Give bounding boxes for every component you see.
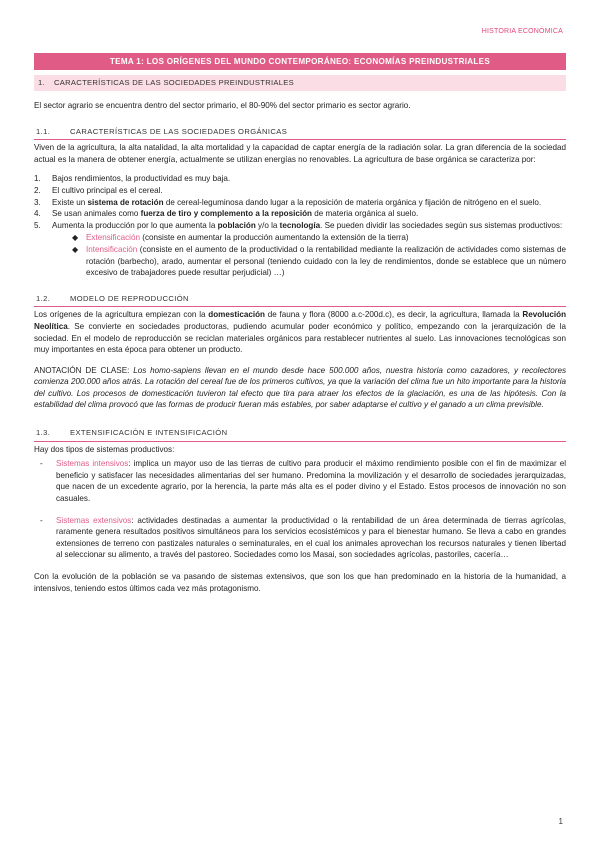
bold-term: fuerza de tiro y complemento a la reposición [140, 209, 313, 219]
bullet-item [72, 232, 566, 244]
list-text: de materia orgánica al suelo. [312, 209, 419, 219]
list-number: 3. [34, 197, 41, 207]
subsection-heading-1-2 [34, 293, 566, 308]
subsection-number: 1.2. [36, 293, 51, 303]
text-run: . Se convierte en sociedades productoras, pudiendo acumular poder económico y político, empezando con la jerarquización de la sociedad. En el modelo de reproducción se reciclan materiales orgánicos para restablecer nutrientes al suelo. Las innovaciones tecnológicas son muy importantes en esta época para obtener un producto. [34, 321, 566, 355]
list-item [34, 197, 566, 209]
list-item [34, 220, 566, 232]
subsection-heading-1-1 [34, 126, 566, 141]
list-text: El cultivo principal es el cereal. [52, 185, 163, 195]
annotation-text: Los homo-sapiens llevan en el mundo desde hace 500.000 años, nuestra historia como cazadores, y recolectores comienza 200.000 años atrás. La rotación del cereal fue de los primeros cultivos, ya que la variación del clima fue un hito importante para la historia del cultivo. Los procesos de domesticación tuvieron tal efecto que tira para atraer los efectos de la glaciación, es una de las hipótesis. Con la estabilidad del clima provocó que las formas de producir fueran más estables, por saber adaptarse el cultivo y el ganado a un clima previsible. [34, 365, 566, 410]
annotation-label: ANOTACIÓN DE CLASE: [34, 365, 134, 375]
list-number: 1. [34, 174, 41, 184]
list-text: de cereal-leguminosa dando lugar a la reposición de materia orgánica y fijación de nitrógeno en el suelo. [163, 197, 542, 207]
subsection-heading-1-3 [34, 427, 566, 442]
highlight-term: Sistemas intensivos [56, 459, 129, 469]
page-content [34, 47, 566, 594]
dash-text: : actividades destinadas a aumentar la productividad o la rentabilidad de un área determinada de tierras agrícolas, raramente genera resultados positivos simultáneos para los servicios ecosistémicos y para el bienestar humano. Se lleva a cabo en grandes extensiones de terreno con pastizales naturales o seminaturales, en el cual los animales aprovechan los recursos naturales y tienen libertad al seleccionar su alimento, a través del pastoreo. Sociedades como los Masai, son sociedades agrícolas, pastoriles, cacería… [56, 515, 566, 560]
highlight-term: Intensificación [86, 244, 138, 254]
paragraph-1-2 [34, 309, 566, 355]
bold-term: sistema de rotación [87, 197, 164, 207]
list-text: Bajos rendimientos, la productividad es muy baja. [52, 174, 231, 184]
list-text: Se usan animales como [52, 209, 141, 219]
subsection-label: MODELO DE REPRODUCCIÓN [70, 293, 189, 303]
closing-paragraph: Con la evolución de la población se va pasando de sistemas extensivos, que son los que han predominado en la historia de la humanidad, a intensivos, teniendo estos últimos cada vez más protagonismo. [34, 572, 566, 593]
dash-text: : implica un mayor uso de las tierras de cultivo para producir el máximo rendimiento posible con el fin de maximizar el beneficio y satisfacer las necesidades alimentarias del ser humano. Predomina la movilización y el desarrollo de sociedades jerarquizadas, que nacen de un excedente agrario, por la herencia, la parte más alta es el poder divino y el Estado. Estos procesos de innovación no son casuales. [56, 459, 567, 504]
list-text: . Se pueden dividir las sociedades según sus sistemas productivos: [320, 220, 563, 230]
bullet-icon: ◆ [72, 244, 79, 254]
intro-paragraph: El sector agrario se encuentra dentro del sector primario, el 80-90% del sector primario es sector agrario. [34, 101, 411, 110]
highlight-term: Extensificación [86, 233, 140, 243]
list-item [34, 208, 566, 220]
bold-term: población [217, 220, 256, 230]
list-text: Existe un [52, 197, 88, 207]
characteristics-list [34, 173, 566, 231]
class-annotation [34, 365, 566, 411]
dash-item [34, 515, 566, 561]
highlight-term: Sistemas extensivos [56, 515, 132, 525]
page-number: 1 [558, 817, 563, 827]
bullet-text: (consiste en el aumento de la productividad o la rentabilidad mediante la realización de actividades como sistemas de rotación (barbecho), arado, aumentar el personal (teniendo cuidado con la ley de rendimientos, donde se establece que un número excesivo de trabajadores puede resultar perjudicial) …) [86, 244, 566, 278]
running-header: HISTORIA ECONÓMICA [481, 28, 563, 35]
list-number: 5. [34, 220, 41, 230]
subsection-label: EXTENSIFICACIÓN E INTENSIFICACIÓN [70, 428, 228, 438]
dash-marker: - [40, 515, 43, 525]
list-item [34, 185, 566, 197]
text-run: Los orígenes de la agricultura empiezan con la [34, 310, 209, 320]
bullet-icon: ◆ [72, 233, 79, 243]
bullet-item [72, 244, 566, 279]
list-item [34, 173, 566, 185]
paragraph-1-3: Hay dos tipos de sistemas productivos: [34, 444, 175, 454]
list-text: Aumenta la producción por lo que aumenta la [52, 220, 218, 230]
bold-term: domesticación [208, 310, 265, 320]
bullet-text: (consiste en aumentar la producción aumentando la extensión de la tierra) [140, 233, 409, 243]
paragraph-1-1: Viven de la agricultura, la alta natalidad, la alta mortalidad y la capacidad de captar energía de la radiación solar. La gran diferencia de la sociedad actual es la manera de obtener energía, actualmente se utilizan energías no renovables. La agricultura de base orgánica se caracteriza por: [34, 143, 566, 164]
dash-marker: - [40, 459, 43, 469]
list-number: 2. [34, 185, 41, 195]
chapter-title: TEMA 1: LOS ORÍGENES DEL MUNDO CONTEMPORÁNEO: ECONOMÍAS PREINDUSTRIALES [34, 53, 566, 70]
list-number: 4. [34, 209, 41, 219]
section-number: 1. [38, 78, 45, 87]
section-label: CARACTERÍSTICAS DE LAS SOCIEDADES PREINDUSTRIALES [54, 78, 295, 87]
bold-term: Revolución Neolítica [34, 310, 567, 331]
subsection-label: CARACTERÍSTICAS DE LAS SOCIEDADES ORGÁNICAS [70, 126, 288, 136]
bullet-list [34, 232, 566, 278]
text-run: de fauna y flora (8000 a.c-200d.c), es decir, la agricultura, llamada la [264, 310, 523, 320]
section-heading [34, 75, 566, 91]
subsection-number: 1.3. [36, 428, 51, 438]
bold-term: tecnología [279, 220, 321, 230]
list-text: y/o la [255, 220, 280, 230]
dash-item [34, 458, 566, 504]
subsection-number: 1.1. [36, 126, 51, 136]
